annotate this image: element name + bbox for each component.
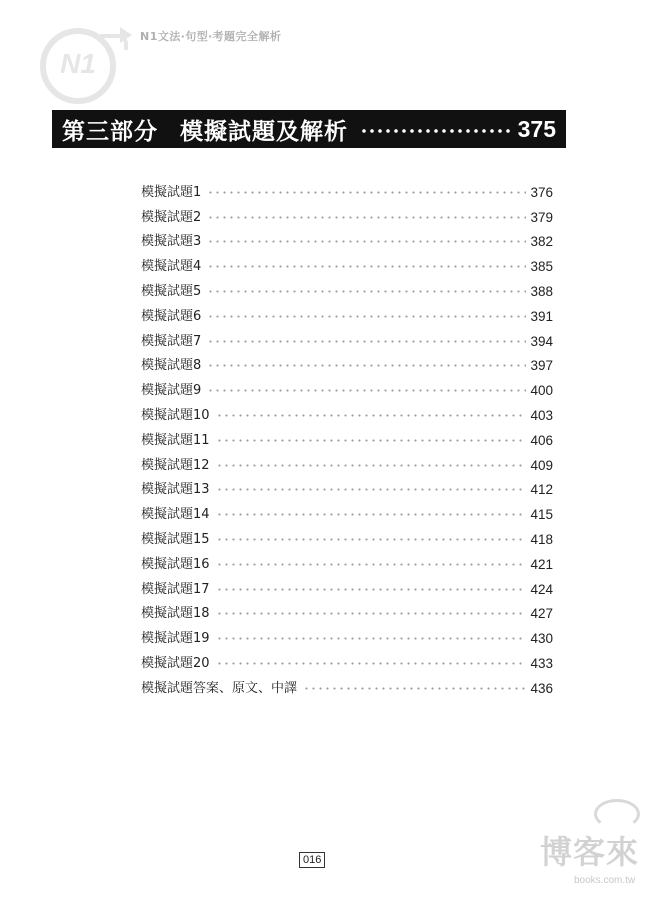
watermark-url: books.com.tw [574,875,636,886]
leader-dots [216,588,527,591]
toc-entry-page: 388 [530,283,553,299]
leader-dots [216,538,527,541]
toc-entry[interactable] [141,621,553,646]
toc-entry[interactable] [141,572,553,597]
toc-entry-page: 430 [530,631,553,647]
leader-dots [207,389,526,392]
toc-entry-label: 模擬試題4 [141,259,202,275]
toc-entry[interactable] [141,522,553,547]
table-of-contents [141,175,553,696]
toc-entry-label: 模擬試題19 [141,631,210,647]
toc-entry-page: 427 [530,606,553,622]
toc-entry-label: 模擬試題3 [141,234,202,250]
toc-entry-label: 模擬試題18 [141,606,210,622]
section-page-number: 375 [517,115,556,142]
toc-entry-page: 382 [530,234,553,250]
toc-entry-page: 397 [530,358,553,374]
toc-entry[interactable] [141,423,553,448]
toc-entry[interactable] [141,299,553,324]
arrow-head-icon [120,27,132,43]
leader-dots [216,414,527,417]
toc-entry[interactable] [141,324,553,349]
speech-bubble-icon [594,799,640,829]
toc-entry[interactable] [141,175,553,200]
toc-entry-label: 模擬試題7 [141,333,202,349]
leader-dots [216,637,527,640]
toc-entry[interactable] [141,225,553,250]
leader-dots [207,216,526,219]
toc-entry-label: 模擬試題17 [141,581,210,597]
toc-entry-page: 406 [530,432,553,448]
toc-entry-label: 模擬試題10 [141,407,210,423]
toc-entry-label: 模擬試題2 [141,209,202,225]
leader-dots [207,290,526,293]
toc-entry-label: 模擬試題13 [141,482,210,498]
toc-entry[interactable] [141,349,553,374]
page-number: 016 [299,852,325,868]
watermark-text: 博客來 [540,833,640,871]
toc-entry-page: 394 [530,333,553,349]
leader-dots [216,612,527,615]
leader-dots [207,315,526,318]
toc-entry-label: 模擬試題8 [141,358,202,374]
toc-entry[interactable] [141,473,553,498]
leader-dots [216,439,527,442]
toc-entry[interactable] [141,646,553,671]
toc-entry[interactable] [141,200,553,225]
leader-dots [216,464,527,467]
leader-dots [207,364,526,367]
toc-entry-page: 421 [530,556,553,572]
toc-entry-label: 模擬試題答案、原文、中譯 [141,680,298,696]
toc-entry-label: 模擬試題11 [141,432,210,448]
toc-entry[interactable] [141,547,553,572]
toc-entry[interactable] [141,274,553,299]
toc-entry-label: 模擬試題14 [141,507,210,523]
leader-dots [216,563,527,566]
toc-entry-label: 模擬試題1 [141,184,202,200]
series-logo-text: N1 [60,48,96,79]
leader-dots [207,240,526,243]
toc-entry-label: 模擬試題16 [141,556,210,572]
leader-dots [216,513,527,516]
toc-entry-page: 418 [530,531,553,547]
leader-dots [216,662,527,665]
section-banner[interactable] [52,110,566,148]
toc-entry-page: 436 [530,680,553,696]
toc-entry-page: 379 [530,209,553,225]
toc-entry-page: 376 [530,184,553,200]
toc-entry-page: 409 [530,457,553,473]
leader-dots [303,687,526,690]
toc-entry-page: 400 [530,383,553,399]
toc-entry-page: 385 [530,259,553,275]
leader-dots [360,129,514,133]
leader-dots [207,340,526,343]
running-header: N1文法‧句型‧考題完全解析 [140,30,282,43]
bookstore-watermark [536,795,656,890]
toc-entry[interactable] [141,671,553,696]
toc-entry-label: 模擬試題12 [141,457,210,473]
toc-entry[interactable] [141,398,553,423]
toc-entry-page: 391 [530,308,553,324]
toc-entry-label: 模擬試題15 [141,531,210,547]
toc-entry[interactable] [141,249,553,274]
toc-entry[interactable] [141,497,553,522]
toc-entry[interactable] [141,373,553,398]
toc-entry[interactable] [141,597,553,622]
toc-entry-page: 415 [530,507,553,523]
section-subtitle: 模擬試題及解析 [180,118,348,145]
leader-dots [207,265,526,268]
toc-entry-label: 模擬試題9 [141,383,202,399]
leader-dots [207,191,526,194]
toc-entry-page: 433 [530,655,553,671]
toc-entry-label: 模擬試題20 [141,655,210,671]
leader-dots [216,488,527,491]
toc-entry-label: 模擬試題6 [141,308,202,324]
toc-entry-page: 424 [530,581,553,597]
toc-entry-label: 模擬試題5 [141,283,202,299]
toc-entry-page: 412 [530,482,553,498]
section-title: 第三部分 [62,118,158,145]
toc-entry[interactable] [141,448,553,473]
toc-entry-page: 403 [530,407,553,423]
